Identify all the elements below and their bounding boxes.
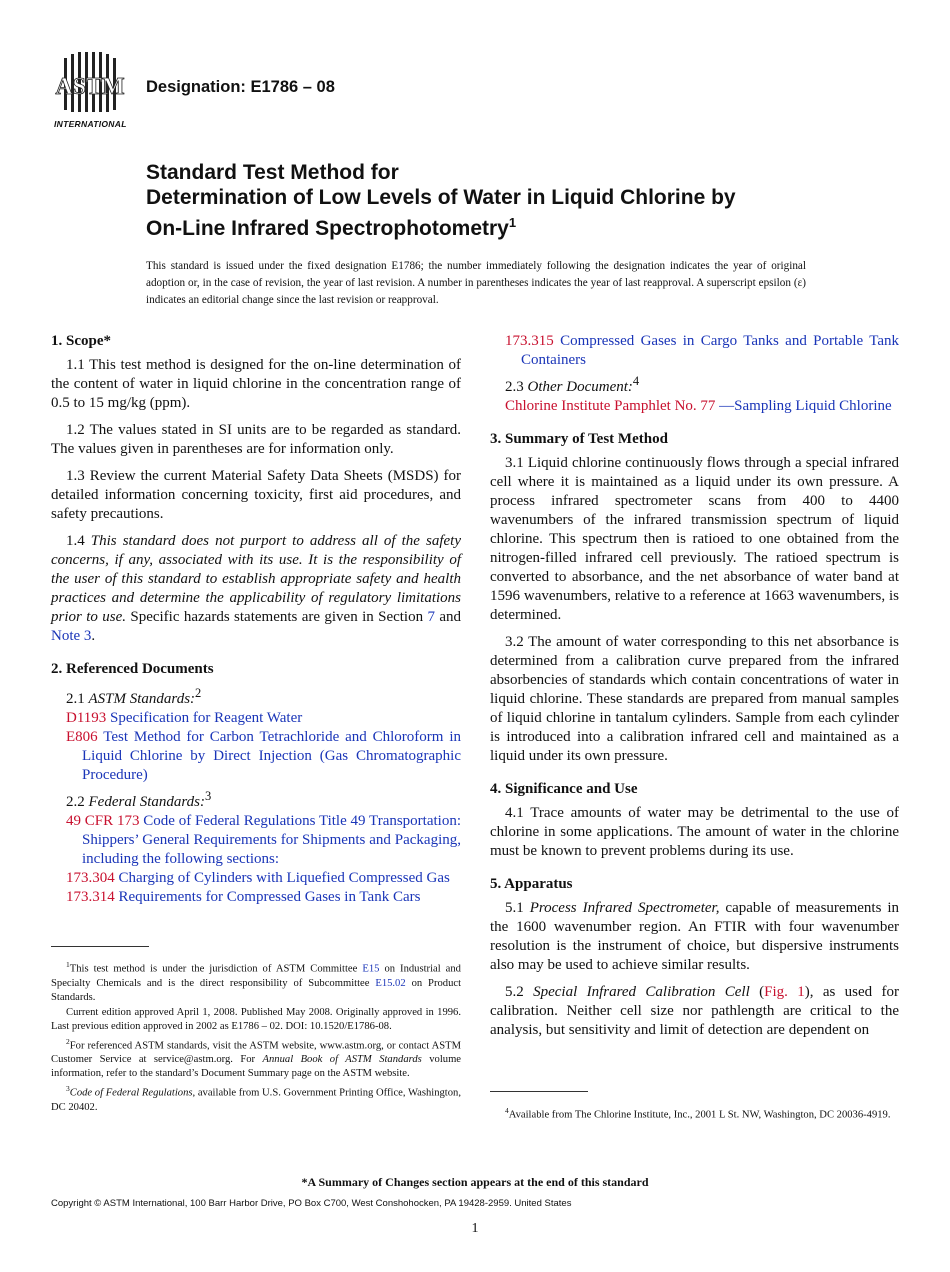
paragraph-4-1: 4.1 Trace amounts of water may be detrimental to the use of chlorine in some applications. The amount of water in the chlorine must be known to prevent problems during its use. xyxy=(490,805,899,859)
title-footnote-mark: 1 xyxy=(508,215,517,230)
ref-code-link[interactable]: Chlorine Institute Pamphlet No. 77 xyxy=(505,398,716,414)
right-column xyxy=(490,332,899,1048)
committee-e15-link[interactable]: E15 xyxy=(362,963,380,975)
section-heading-apparatus: 5. Apparatus xyxy=(490,876,573,892)
section-heading-significance: 4. Significance and Use xyxy=(490,781,638,797)
left-column xyxy=(51,332,461,907)
footnote-4: $^4$Available from The Chlorine Institute, Inc., 2001 L St. NW, Washington, DC 20036-4919. xyxy=(505,1106,891,1121)
title-line-1: Standard Test Method for xyxy=(146,161,399,184)
ref-code-link[interactable]: D1193 xyxy=(66,710,107,726)
copyright: Copyright © ASTM International, 100 Barr Harbor Drive, PO Box C700, West Conshohocken, PA 19428-2959. United States xyxy=(51,1198,572,1209)
ref-code-link[interactable]: 173.304 xyxy=(66,870,115,886)
document-title xyxy=(146,160,886,241)
subcommittee-e1502-link[interactable]: E15.02 xyxy=(375,977,406,989)
designation: Designation: E1786 – 08 xyxy=(146,78,335,96)
astm-standards-label: 2.1 ASTM Standards:$^2$ xyxy=(66,686,202,707)
section-heading-referenced: 2. Referenced Documents xyxy=(51,661,214,677)
footnote-divider-right xyxy=(490,1091,588,1092)
section-heading-summary: 3. Summary of Test Method xyxy=(490,431,668,447)
title-line-3: On-Line Infrared Spectrophotometry$^1$ xyxy=(146,215,517,240)
ref-code-link[interactable]: E806 xyxy=(66,729,98,745)
ref-title-link[interactable]: Requirements for Compressed Gases in Tank Cars xyxy=(118,889,421,905)
paragraph-3-1: 3.1 Liquid chlorine continuously flows through a special infrared cell where it is maintained as a liquid under its own pressure. A process infrared spectrometer scans from 400 to 4400 wavenumbers of the infrared transmission spectrum of liquid chlorine. This spectrum then is ratioed to one obtained from the nitrogen-filled infrared cell previously. The ratioed spectrum is converted to absorbance, and the net absorbance of water band at 1596 wavenumbers, relative to a reference at 1663 wavenumbers, is determined. xyxy=(490,455,899,623)
footnote-divider xyxy=(51,946,149,947)
paragraph-5-2: 5.2 Special Infrared Calibration Cell (Fig. 1), as used for calibration. Neither cell size nor pathlength are critical to the analysis, but sensitivity and limit of detection are dependent on xyxy=(490,984,900,1038)
other-document-label: 2.3 Other Document:$^4$ xyxy=(505,374,640,395)
footnote-1: $^1$This test method is under the jurisdiction of ASTM Committee E15 on Industrial and Specialty Chemicals and is the direct responsibility of Subcommittee E15.02 on Product Standards. xyxy=(51,960,462,1003)
fig-1-link[interactable]: Fig. 1 xyxy=(764,984,805,1000)
footnotes-left xyxy=(51,958,461,1116)
federal-standards-label: 2.2 Federal Standards:$^3$ xyxy=(66,789,212,810)
ref-d1193 xyxy=(51,709,461,728)
paragraph-5-1: 5.1 Process Infrared Spectrometer, capable of measurements in the 1600 wavenumber region. An FTIR with four wavenumber resolution is the instrument of choice, but dispersive instruments also may be used to achieve similar results. xyxy=(490,900,900,973)
footnotes-right xyxy=(490,1104,899,1124)
paragraph-1-4: 1.4 This standard does not purport to address all of the safety concerns, if any, associated with its use. It is the responsibility of the user of this standard to establish appropriate safety and health practices and determine the applicability of regulatory limitations prior to use. Specific hazards statements are given in Section 7 and Note 3. xyxy=(51,533,462,644)
section-heading-scope: 1. Scope* xyxy=(51,333,111,349)
ref-173-315 xyxy=(490,332,899,370)
section-7-link[interactable]: 7 xyxy=(427,609,435,625)
svg-text:ASTM: ASTM xyxy=(55,74,125,100)
ref-173-314 xyxy=(51,888,461,907)
footnote-3: $^3$Code of Federal Regulations, available from U.S. Government Printing Office, Washington, DC 20402. xyxy=(51,1084,461,1113)
paragraph-1-3: 1.3 Review the current Material Safety Data Sheets (MSDS) for detailed information concerning toxicity, first aid procedures, and safety precautions. xyxy=(51,468,461,522)
paragraph-1-2: 1.2 The values stated in SI units are to be regarded as standard. The values given in parentheses are for information only. xyxy=(51,422,461,457)
ref-49cfr173 xyxy=(51,812,461,869)
paragraph-3-2: 3.2 The amount of water corresponding to this net absorbance is determined from a calibration curve prepared from the infrared absorbencies of standards which contain concentrations of water in liquid chlorine. These standards are prepared from manual samples of liquid chlorine in tantalum cylinders. Sample from each cylinder is introduced into a calibration infrared cell and maintained as a liquid under its own pressure. xyxy=(490,634,899,764)
ref-chlorine-pamphlet xyxy=(490,397,899,416)
ref-code-link[interactable]: 49 CFR 173 xyxy=(66,813,140,829)
ref-code-link[interactable]: 173.315 xyxy=(505,333,554,349)
ref-code-link[interactable]: 173.314 xyxy=(66,889,115,905)
intro-paragraph: This standard is issued under the fixed designation E1786; the number immediately following the designation indicates the year of original adoption or, in the case of revision, the year of last revision. A number in parentheses indicates the year of last reapproval. A superscript epsilon (ε) indicates an editorial change since the last revision or reapproval. xyxy=(146,260,806,306)
ref-e806 xyxy=(51,728,461,785)
logo-subtitle: INTERNATIONAL xyxy=(54,119,127,129)
ref-title-link[interactable]: Test Method for Carbon Tetrachloride and Chloroform in Liquid Chlorine by Direct Injection (Gas Chromatographic Procedure) xyxy=(82,729,461,783)
ref-173-304 xyxy=(51,869,461,888)
title-line-2: Determination of Low Levels of Water in Liquid Chlorine by xyxy=(146,186,736,209)
paragraph-1-1: 1.1 This test method is designed for the on-line determination of the content of water in liquid chlorine in the concentration range of 0.5 to 15 mg/kg (ppm). xyxy=(51,357,461,411)
footnote-1-edition: Current edition approved April 1, 2008. Published May 2008. Originally approved in 1996. Last previous edition approved in 2002 as E1786 – 02. DOI: 10.1520/E1786-08. xyxy=(51,1006,461,1032)
ref-title-link[interactable]: Code of Federal Regulations Title 49 Transportation: Shippers’ General Requirements for Shipments and Packaging, including the following sections: xyxy=(82,813,462,867)
ref-title-link[interactable]: Compressed Gases in Cargo Tanks and Portable Tank Containers xyxy=(521,333,899,368)
summary-of-changes-note: *A Summary of Changes section appears at the end of this standard xyxy=(301,1175,649,1189)
page-number: 1 xyxy=(471,1221,479,1236)
ref-title-link[interactable]: Charging of Cylinders with Liquefied Compressed Gas xyxy=(118,870,450,886)
ref-title-link[interactable]: Specification for Reagent Water xyxy=(110,710,303,726)
astm-logo xyxy=(54,52,134,132)
footnote-2: $^2$For referenced ASTM standards, visit the ASTM website, www.astm.org, or contact ASTM Customer Service at service@astm.org. For Annual Book of ASTM Standards volume information, refer to the standard’s Document Summary page on the ASTM website. xyxy=(51,1036,462,1080)
note-3-link[interactable]: Note 3 xyxy=(51,628,92,644)
ref-title-link[interactable]: —Sampling Liquid Chlorine xyxy=(719,398,892,414)
